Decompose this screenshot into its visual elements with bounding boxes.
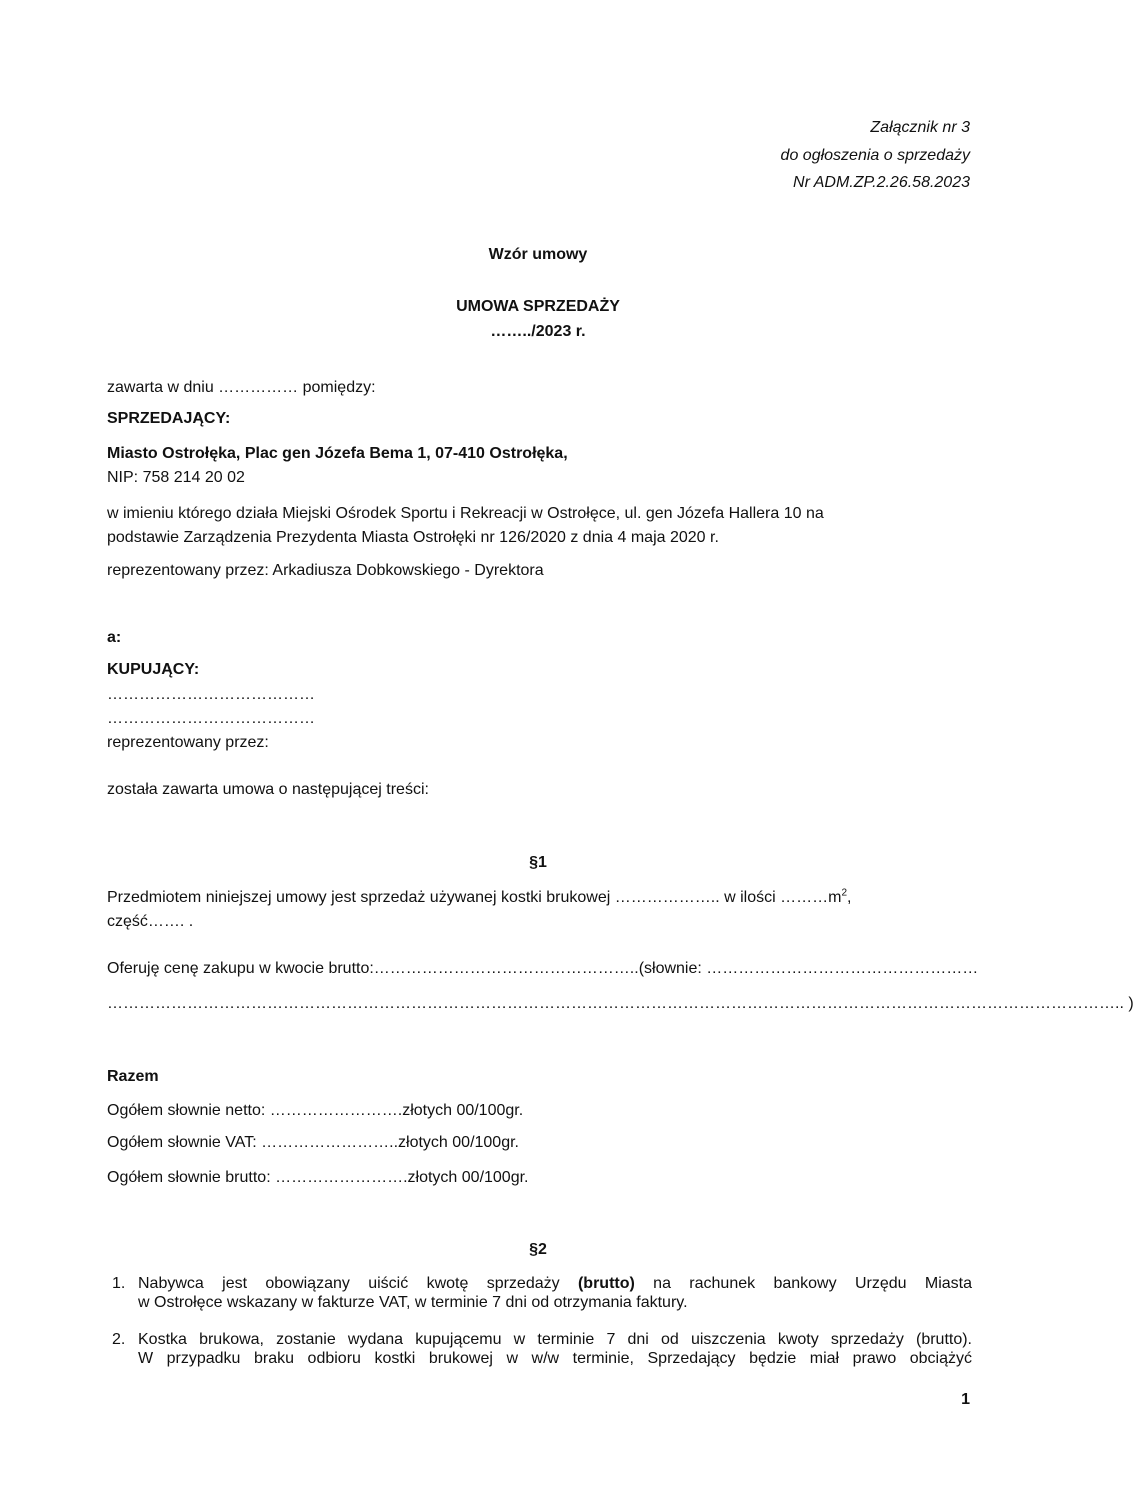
seller-name: Miasto Ostrołęka, Plac gen Józefa Bema 1, 07-410 Ostrołęka,	[107, 445, 568, 462]
template-title: Wzór umowy	[488, 246, 588, 263]
total-vat-line: Ogółem słownie VAT: ……………………..złotych 00/100gr.	[107, 1134, 519, 1151]
section-1-subject-end: ,	[847, 889, 852, 906]
contract-number: ……../2023 r.	[490, 323, 586, 340]
attachment-label: Załącznik nr 3	[870, 119, 970, 136]
price-words-line: ……………………………………………………………………………………………………………………………………………………………………….. )	[107, 995, 1134, 1012]
item-1-number: 1.	[112, 1275, 126, 1292]
buyer-line-1: …………………………………	[107, 686, 315, 703]
section-1-heading: §1	[529, 854, 547, 871]
contract-intro: została zawarta umowa o następującej treści:	[107, 781, 429, 798]
square-meter-superscript: 2	[841, 887, 847, 899]
section-1-subject-text: Przedmiotem niniejszej umowy jest sprzedaż używanej kostki brukowej ……………….. w ilości ………m	[107, 889, 842, 906]
section-1-part-line: część……. .	[107, 913, 194, 930]
page-number: 1	[961, 1391, 970, 1408]
seller-acting-line-1: w imieniu którego działa Miejski Ośrodek Sportu i Rekreacji w Ostrołęce, ul. gen Józefa Hallera 10 na	[107, 505, 824, 522]
total-gross-line: Ogółem słownie brutto: …………………….złotych 00/100gr.	[107, 1169, 529, 1186]
item-2-text	[138, 1330, 972, 1368]
item-1-line-1-start: Nabywca jest obowiązany uiścić kwotę sprzedaży	[138, 1275, 578, 1292]
contract-title: UMOWA SPRZEDAŻY	[456, 298, 620, 315]
item-1-line-2: w Ostrołęce wskazany w fakturze VAT, w terminie 7 dni od otrzymania faktury.	[138, 1294, 688, 1312]
price-offer-line: Oferuję cenę zakupu w kwocie brutto:…………………………………………..(słownie: ……………………………………………	[107, 960, 979, 977]
item-1-text	[138, 1274, 972, 1312]
contract-date-line: zawarta w dniu …………… pomiędzy:	[107, 379, 376, 396]
attachment-reference: Nr ADM.ZP.2.26.58.2023	[793, 174, 970, 191]
section-1-subject-line	[107, 888, 851, 907]
seller-acting-line-2: podstawie Zarządzenia Prezydenta Miasta Ostrołęki nr 126/2020 z dnia 4 maja 2020 r.	[107, 529, 719, 546]
and-label: a:	[107, 629, 122, 646]
item-1-line-1	[138, 1274, 972, 1293]
attachment-subtitle: do ogłoszenia o sprzedaży	[780, 147, 970, 164]
total-label: Razem	[107, 1068, 159, 1085]
total-net-line: Ogółem słownie netto: …………………….złotych 00/100gr.	[107, 1102, 524, 1119]
section-2-heading: §2	[529, 1241, 547, 1258]
buyer-representative: reprezentowany przez:	[107, 734, 269, 751]
item-1-brutto-bold: (brutto)	[577, 1275, 635, 1292]
buyer-line-2: …………………………………	[107, 710, 315, 727]
item-2-line-1: Kostka brukowa, zostanie wydana kupującemu w terminie 7 dni od uiszczenia kwoty sprzedaży (brutto).	[138, 1331, 972, 1348]
item-2-number: 2.	[112, 1331, 126, 1348]
seller-representative: reprezentowany przez: Arkadiusza Dobkowskiego - Dyrektora	[107, 562, 544, 579]
buyer-label: KUPUJĄCY:	[107, 661, 200, 678]
seller-nip: NIP: 758 214 20 02	[107, 469, 245, 486]
item-2-line-2: W przypadku braku odbioru kostki brukowej w w/w terminie, Sprzedający będzie miał prawo obciążyć	[138, 1350, 972, 1368]
item-1-line-1-end: na rachunek bankowy Urzędu Miasta	[634, 1275, 972, 1292]
seller-label: SPRZEDAJĄCY:	[107, 410, 231, 427]
